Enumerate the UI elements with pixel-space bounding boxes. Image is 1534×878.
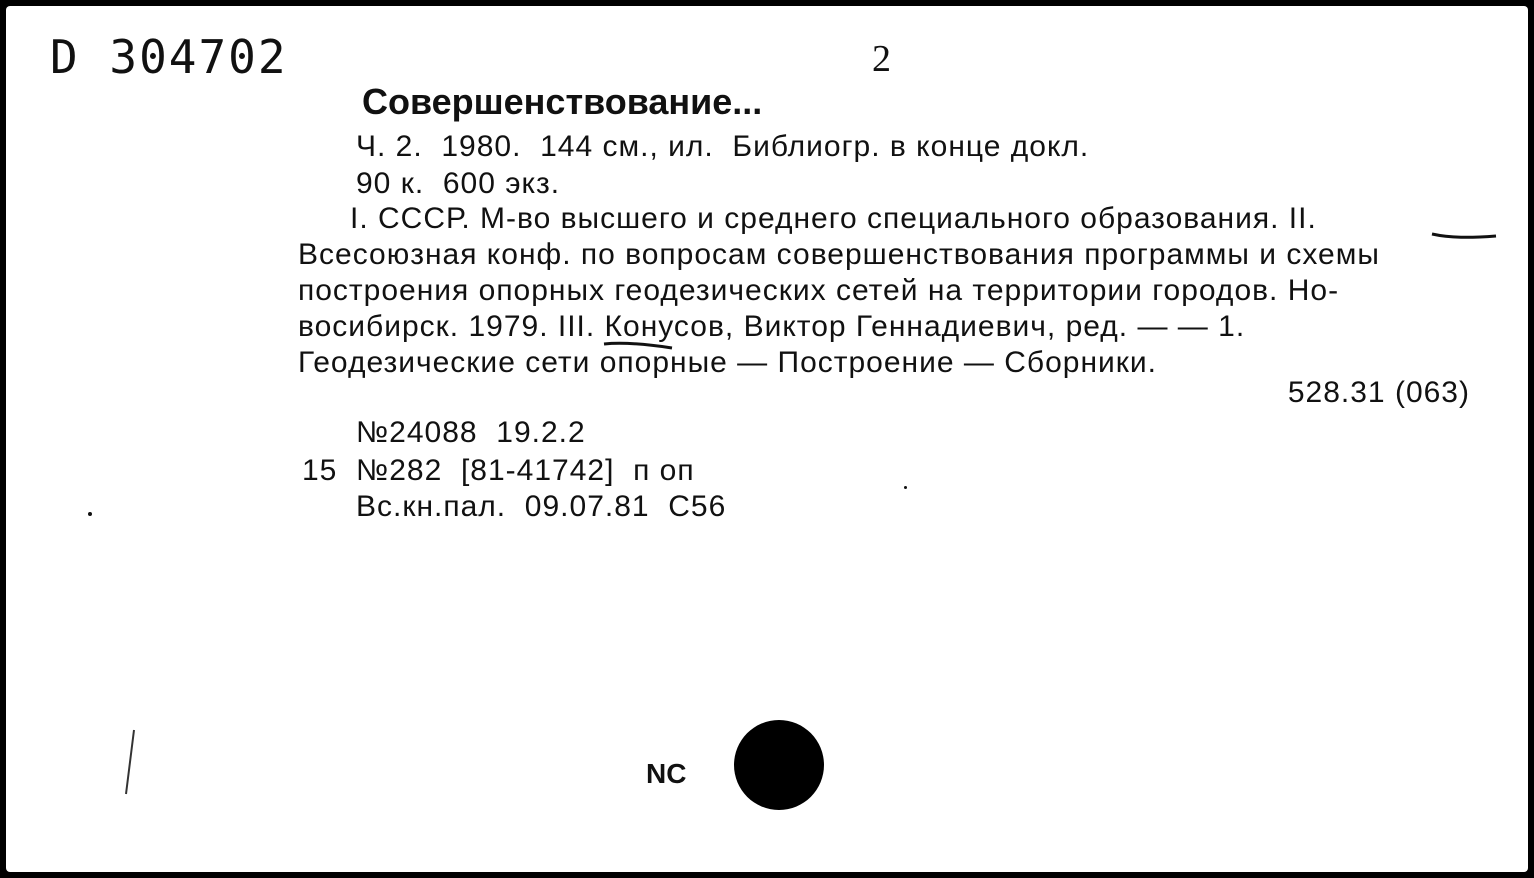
- handwritten-underline-mark: [602, 340, 674, 354]
- speck: [904, 486, 907, 489]
- page-number: 2: [872, 38, 891, 80]
- description-line: построения опорных геодезических сетей на территории городов. Но-: [298, 274, 1340, 307]
- description-line: Ч. 2. 1980. 144 см., ил. Библиогр. в конце докл.: [356, 130, 1090, 163]
- card-title: Совершенствование...: [362, 81, 763, 122]
- description-line: I. СССР. М-во высшего и среднего специального образования. II.: [350, 202, 1317, 235]
- footer-line: Вс.кн.пал. 09.07.81 С56: [356, 490, 727, 523]
- udc-classification: 528.31 (063): [1287, 376, 1470, 409]
- description-line: Всесоюзная конф. по вопросам совершенствования программы и схемы: [298, 238, 1380, 271]
- handwritten-mark: NC: [646, 758, 687, 789]
- pencil-slash-mark: [118, 728, 142, 798]
- catalog-card: [6, 6, 1528, 872]
- speck: [88, 512, 92, 516]
- footer-line: №24088 19.2.2: [356, 416, 586, 449]
- description-line: 90 к. 600 экз.: [356, 167, 561, 200]
- card-punch-hole: [734, 720, 824, 810]
- handwritten-underline-mark: [1430, 228, 1498, 244]
- description-line: Геодезические сети опорные — Построение — Сборники.: [298, 346, 1157, 379]
- description-line: восибирск. 1979. III. Конусов, Виктор Геннадиевич, ред. — — 1.: [298, 310, 1246, 343]
- footer-line: 15 №282 [81-41742] п оп: [302, 454, 695, 487]
- call-number: D 304702: [50, 30, 288, 84]
